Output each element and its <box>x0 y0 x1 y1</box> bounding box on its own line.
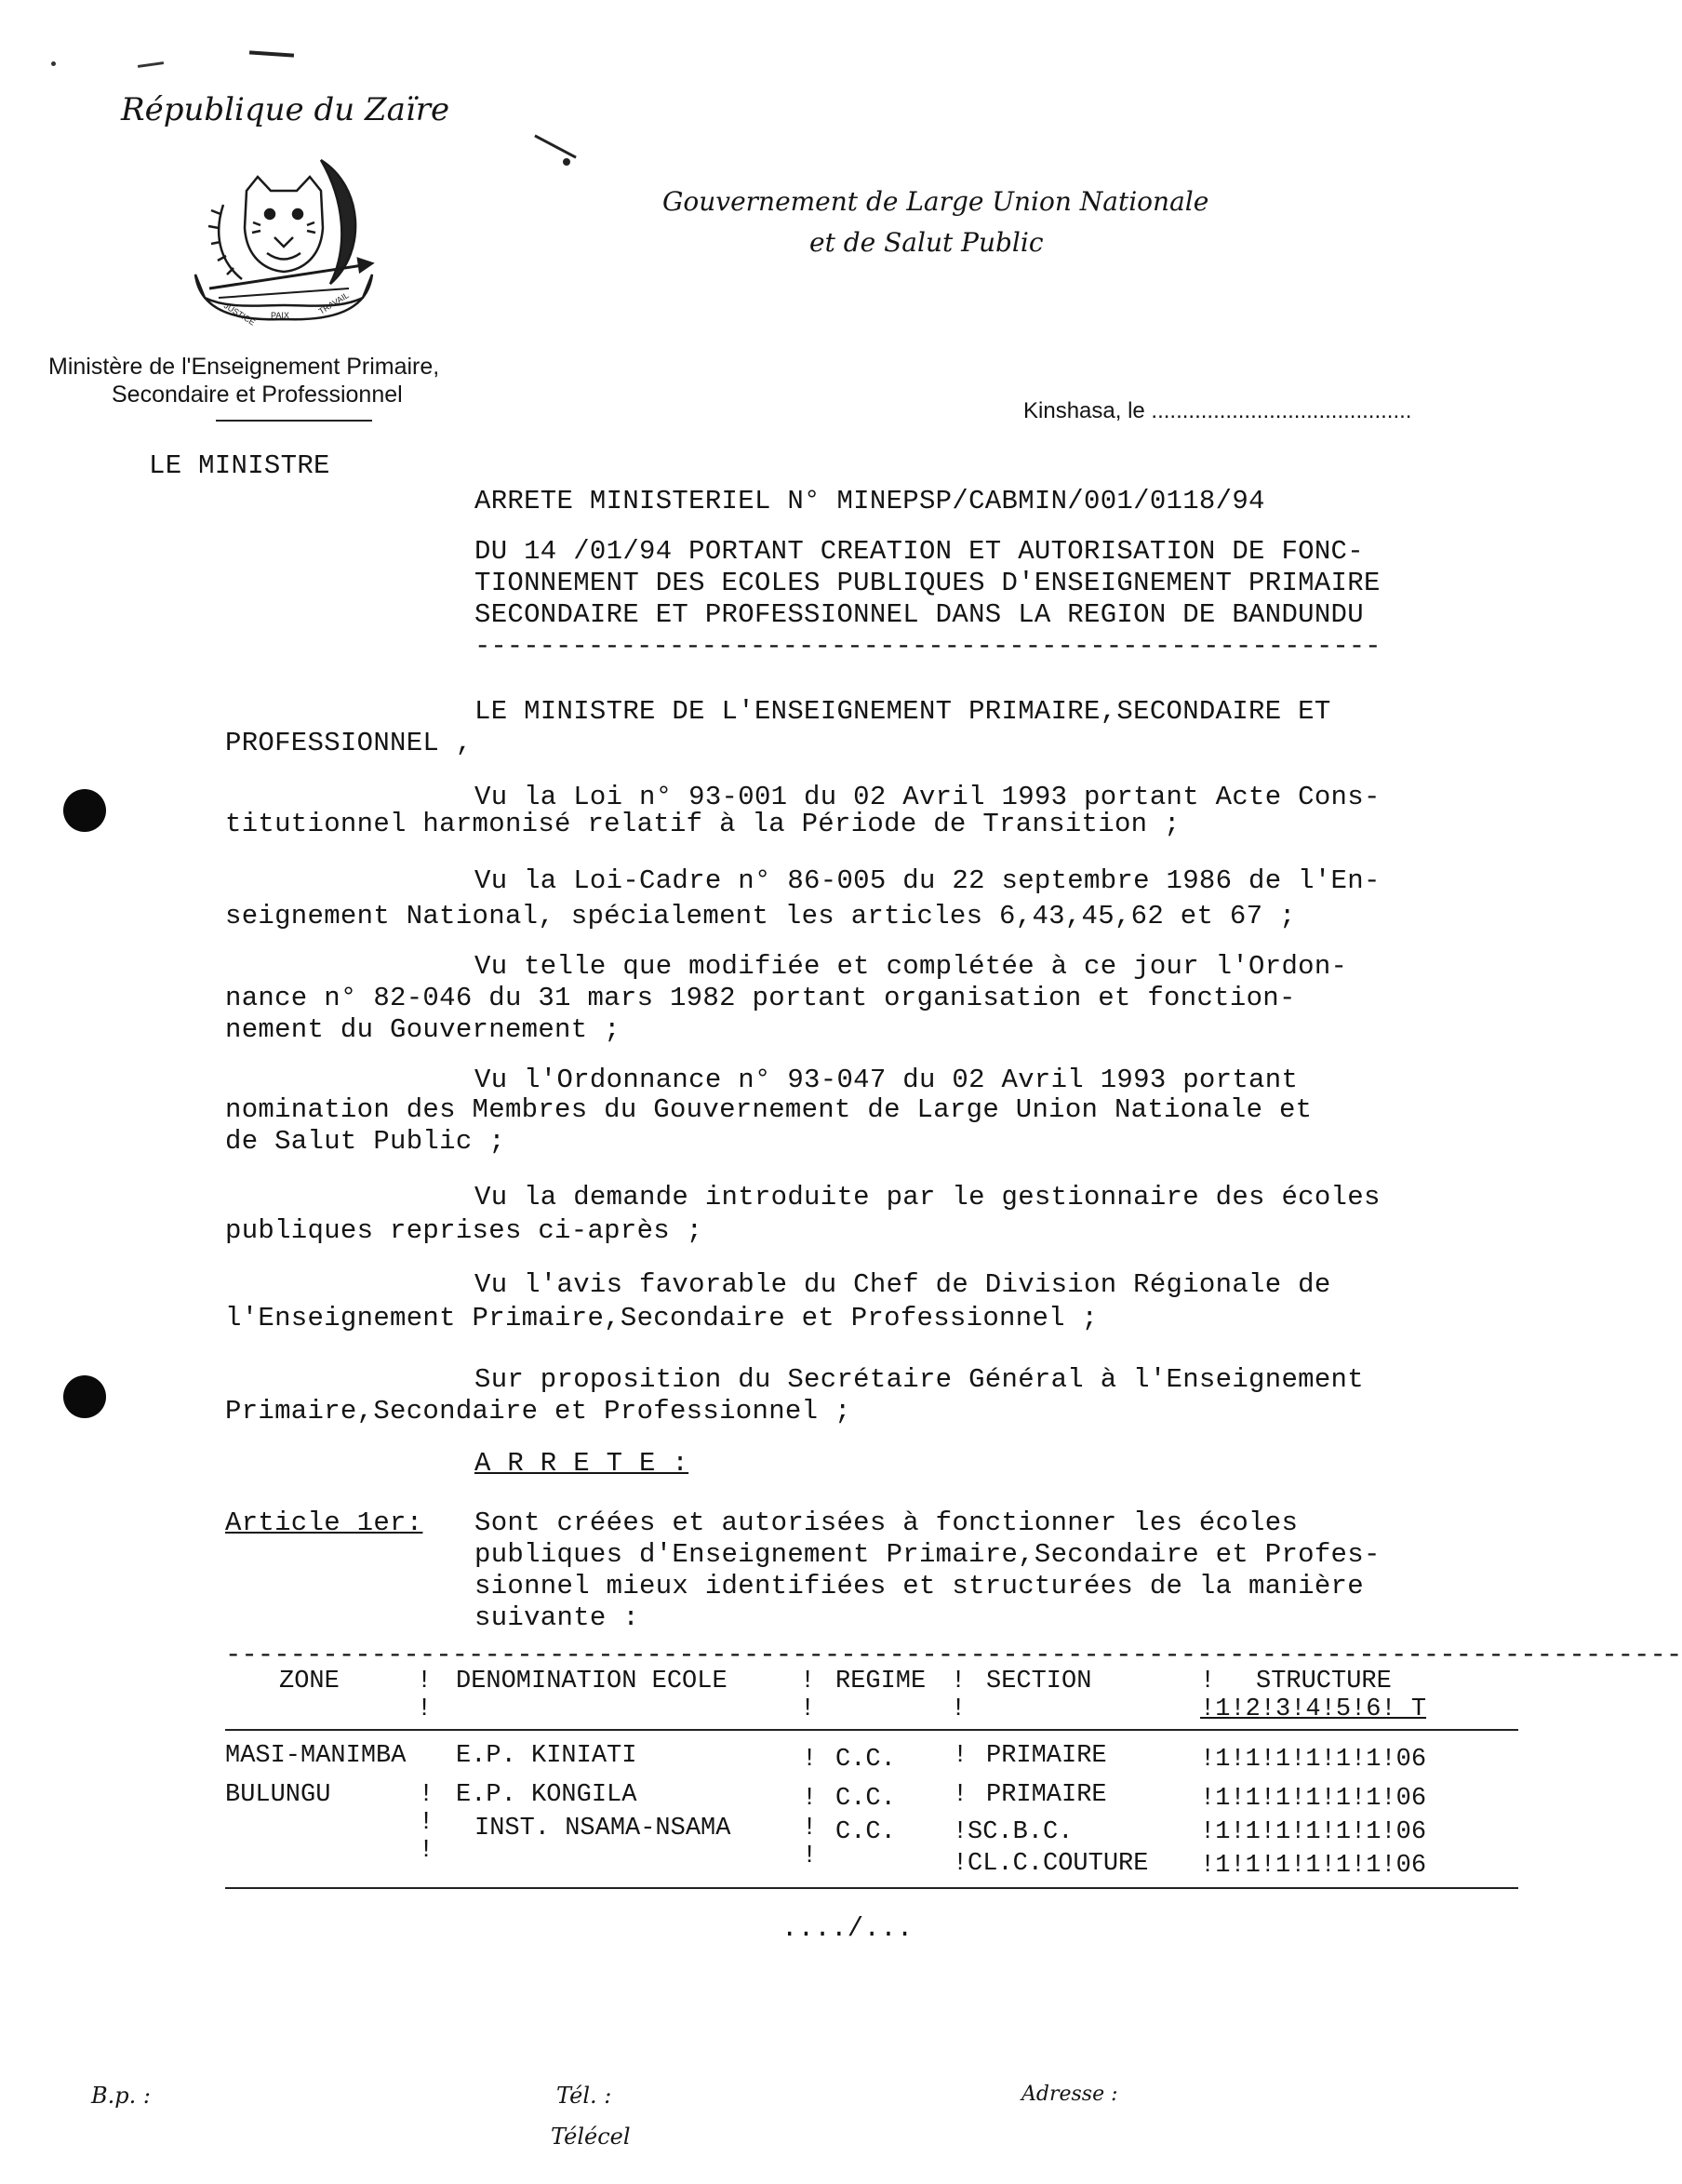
footer-telecel: Télécel <box>551 2124 631 2150</box>
row-sep: ! <box>953 1818 968 1846</box>
seal-text-justice: JUSTICE <box>221 301 258 328</box>
row3-ecole: INST. NSAMA-NSAMA <box>474 1815 731 1842</box>
row-sep: ! ! ! <box>419 1781 434 1865</box>
decree-title-line1: DU 14 /01/94 PORTANT CREATION ET AUTORISATION DE FONC- <box>474 536 1364 567</box>
header-section: SECTION <box>986 1668 1092 1695</box>
intro-line2: PROFESSIONNEL , <box>225 728 473 758</box>
ministry-underline <box>216 420 372 422</box>
scan-mark <box>249 50 294 57</box>
decree-separator: -------------------------------------------------------- <box>474 631 1382 662</box>
considerant-4-rest: de Salut Public ; <box>225 1126 505 1157</box>
scan-mark <box>563 158 570 166</box>
article-line-1: Sont créées et autorisées à fonctionner les écoles <box>474 1507 1299 1538</box>
row4-structure: !1!1!1!1!1!1!06 <box>1200 1852 1427 1880</box>
ministry-name-line2: Secondaire et Professionnel <box>112 382 403 408</box>
header-zone: ZONE <box>279 1668 340 1695</box>
header-sep: ! ! <box>951 1668 967 1723</box>
considerant-3-rest: nance n° 82-046 du 31 mars 1982 portant organisation et fonction- <box>225 983 1296 1013</box>
table-top-rule: ------------------------------------------------------------------------------------------ <box>225 1640 1682 1670</box>
arrete-heading: A R R E T E : <box>474 1448 689 1479</box>
scan-mark <box>51 61 56 66</box>
row1-section: PRIMAIRE <box>986 1742 1107 1770</box>
government-title-line1: Gouvernement de Large Union Nationale <box>662 186 1209 217</box>
scan-mark <box>138 61 164 68</box>
row-sep: ! <box>802 1746 818 1774</box>
considerant-6-first: Vu l'avis favorable du Chef de Division Régionale de <box>474 1269 1331 1300</box>
row3-regime: C.C. <box>835 1818 896 1846</box>
header-sep: ! <box>1200 1668 1216 1695</box>
seal-text-travail: TRAVAIL <box>316 290 351 316</box>
row4-section: CL.C.COUTURE <box>968 1850 1149 1878</box>
row2-structure: !1!1!1!1!1!1!06 <box>1200 1785 1427 1813</box>
place-date-line: Kinshasa, le .......................................... <box>1023 398 1412 423</box>
considerant-2-first: Vu la Loi-Cadre n° 86-005 du 22 septembre 1986 de l'En- <box>474 865 1381 896</box>
decree-number: ARRETE MINISTERIEL N° MINEPSP/CABMIN/001/0118/94 <box>474 486 1265 516</box>
article-line-4: suivante : <box>474 1602 640 1633</box>
row1-zone: MASI-MANIMBA <box>225 1742 407 1770</box>
row-sep: ! <box>802 1785 818 1813</box>
header-sep: ! ! <box>417 1668 433 1723</box>
republic-title: République du Zaïre <box>121 91 450 128</box>
intro-line1: LE MINISTRE DE L'ENSEIGNEMENT PRIMAIRE,SECONDAIRE ET <box>474 696 1331 727</box>
article-label: Article 1er: <box>225 1507 423 1538</box>
ministry-name-line1: Ministère de l'Enseignement Primaire, <box>48 354 440 380</box>
seal-text-paix: PAIX <box>271 311 289 320</box>
considerant-2-rest: seignement National, spécialement les articles 6,43,45,62 et 67 ; <box>225 901 1296 931</box>
decree-title-line3: SECONDAIRE ET PROFESSIONNEL DANS LA REGION DE BANDUNDU <box>474 599 1364 630</box>
row2-section: PRIMAIRE <box>986 1781 1107 1809</box>
decree-title-line2: TIONNEMENT DES ECOLES PUBLIQUES D'ENSEIGNEMENT PRIMAIRE <box>474 568 1381 598</box>
row2-regime: C.C. <box>835 1785 896 1813</box>
row1-ecole: E.P. KINIATI <box>456 1742 637 1770</box>
header-regime: REGIME <box>835 1668 927 1695</box>
header-ecole: DENOMINATION ECOLE <box>456 1668 728 1695</box>
footer-bp: B.p. : <box>91 2083 151 2109</box>
continuation-marker: ..../... <box>781 1913 914 1944</box>
row3-structure: !1!1!1!1!1!1!06 <box>1200 1818 1427 1846</box>
structure-subheader: !1!2!3!4!5!6! T <box>1200 1695 1427 1723</box>
row2-ecole: E.P. KONGILA <box>456 1781 637 1809</box>
considerant-3-rest: nement du Gouvernement ; <box>225 1014 621 1045</box>
footer-adresse: Adresse : <box>1021 2083 1118 2106</box>
article-line-2: publiques d'Enseignement Primaire,Secondaire et Profes- <box>474 1539 1381 1570</box>
considerant-4-first: Vu l'Ordonnance n° 93-047 du 02 Avril 1993 portant <box>474 1065 1299 1095</box>
considerant-4-rest: nomination des Membres du Gouvernement de Large Union Nationale et <box>225 1094 1313 1125</box>
punch-hole <box>63 1375 106 1418</box>
coat-of-arms-emblem <box>181 149 386 335</box>
considerant-7-rest: Primaire,Secondaire et Professionnel ; <box>225 1396 851 1427</box>
row-sep: ! <box>953 1742 968 1770</box>
footer-tel: Tél. : <box>556 2083 612 2109</box>
considerant-1-rest: titutionnel harmonisé relatif à la Période de Transition ; <box>225 809 1181 839</box>
header-sep: ! ! <box>800 1668 816 1723</box>
considerant-1-first: Vu la Loi n° 93-001 du 02 Avril 1993 portant Acte Cons- <box>474 782 1381 812</box>
considerant-5-rest: publiques reprises ci-après ; <box>225 1215 703 1246</box>
row-sep: ! <box>953 1781 968 1809</box>
table-bottom-rule <box>225 1887 1518 1889</box>
considerant-3-first: Vu telle que modifiée et complétée à ce jour l'Ordon- <box>474 951 1348 982</box>
row1-regime: C.C. <box>835 1746 896 1774</box>
government-title-line2: et de Salut Public <box>809 227 1044 258</box>
leopard-head-icon <box>181 149 386 335</box>
header-structure: STRUCTURE <box>1256 1668 1392 1695</box>
considerant-5-first: Vu la demande introduite par le gestionnaire des écoles <box>474 1182 1381 1213</box>
article-line-3: sionnel mieux identifiées et structurées de la manière <box>474 1571 1364 1601</box>
considerant-7-first: Sur proposition du Secrétaire Général à l'Enseignement <box>474 1364 1364 1395</box>
scan-mark <box>534 134 577 158</box>
considerant-6-rest: l'Enseignement Primaire,Secondaire et Professionnel ; <box>225 1303 1099 1333</box>
row1-structure: !1!1!1!1!1!1!06 <box>1200 1746 1427 1774</box>
row3-section: SC.B.C. <box>968 1818 1074 1846</box>
minister-label: LE MINISTRE <box>149 450 330 481</box>
row-sep: ! <box>953 1850 968 1878</box>
table-header-rule <box>225 1729 1518 1731</box>
punch-hole <box>63 789 106 832</box>
row2-zone: BULUNGU <box>225 1781 331 1809</box>
row-sep: ! ! <box>802 1815 818 1870</box>
